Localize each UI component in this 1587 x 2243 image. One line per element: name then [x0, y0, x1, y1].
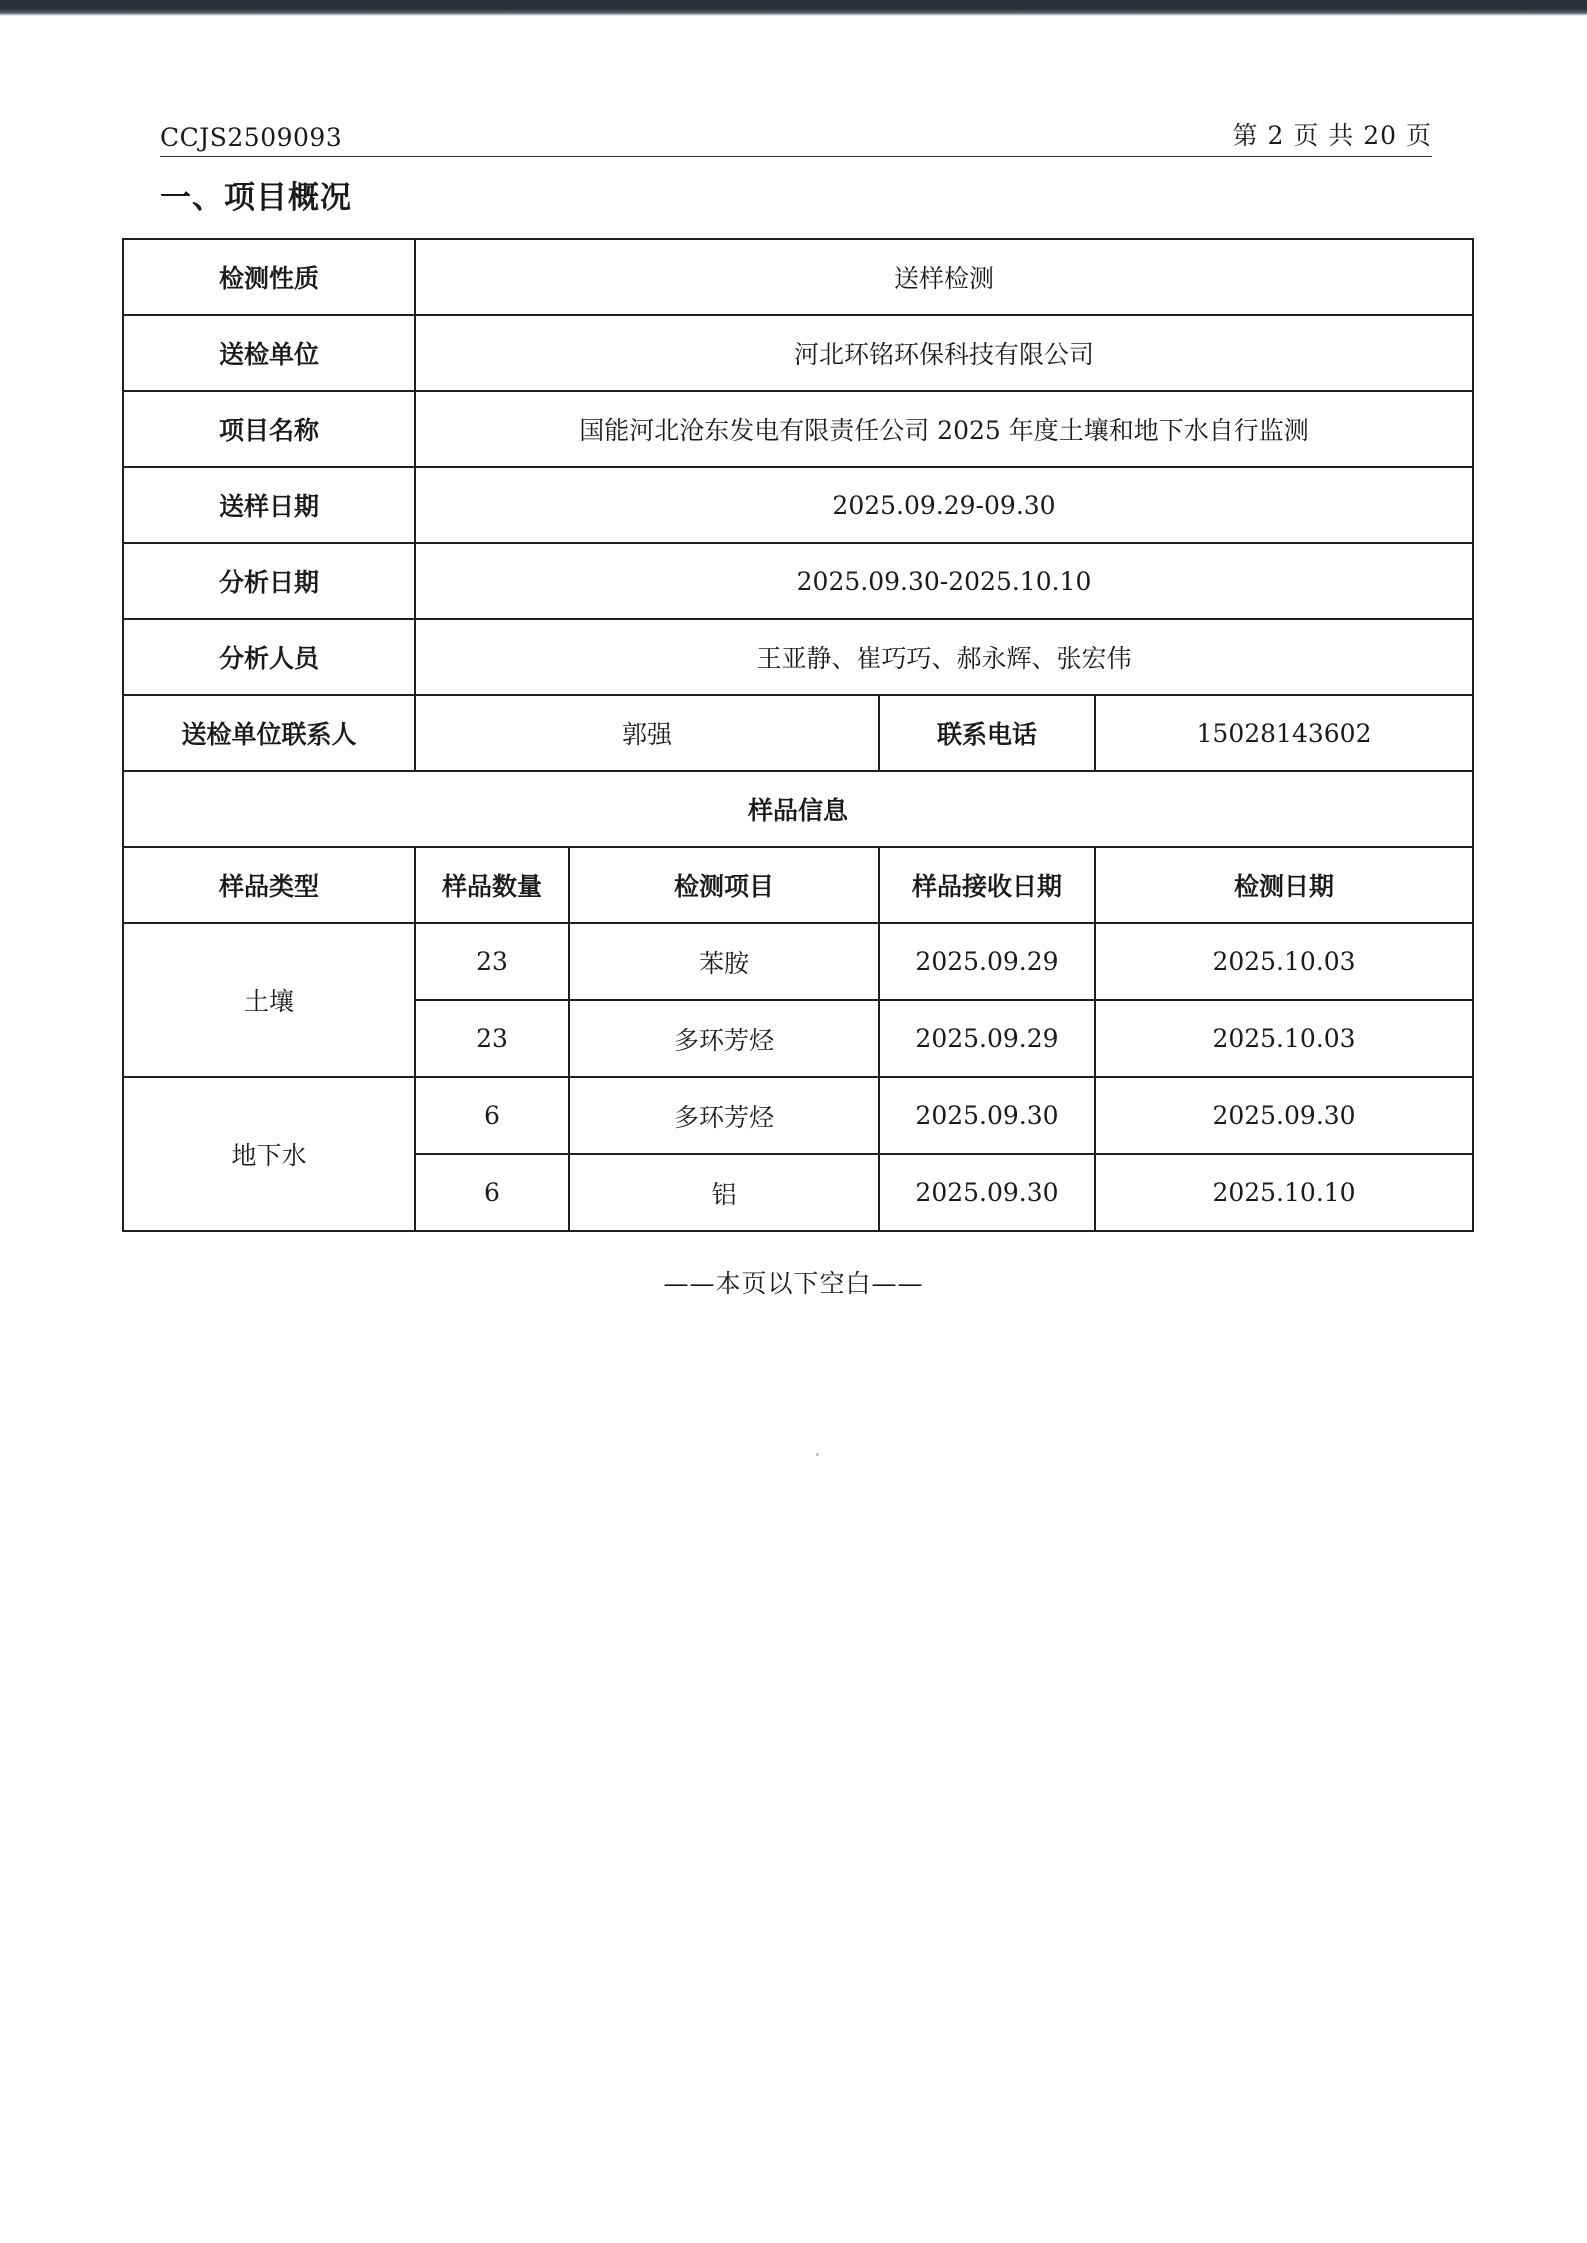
row-nature: [123, 239, 1473, 315]
row-analysts: [123, 619, 1473, 695]
label-delivery-date: 送样日期: [123, 467, 415, 543]
test-date: 2025.10.10: [1095, 1154, 1473, 1231]
value-project: 国能河北沧东发电有限责任公司 2025 年度土壤和地下水自行监测: [415, 391, 1473, 467]
test-date: 2025.10.03: [1095, 923, 1473, 1000]
scan-speck: [816, 1453, 819, 1456]
page-header: [160, 112, 1432, 157]
table-row: [123, 923, 1473, 1000]
column-header: 检测日期: [1095, 847, 1473, 923]
sample-type: 土壤: [123, 923, 415, 1077]
test-item: 多环芳烃: [569, 1000, 879, 1077]
label-submitter: 送检单位: [123, 315, 415, 391]
value-nature: 送样检测: [415, 239, 1473, 315]
column-header: 样品类型: [123, 847, 415, 923]
sample-info-title: 样品信息: [123, 771, 1473, 847]
row-analysis-date: [123, 543, 1473, 619]
row-delivery-date: [123, 467, 1473, 543]
received-date: 2025.09.29: [879, 923, 1095, 1000]
blank-below-note: ——本页以下空白——: [663, 1269, 924, 1298]
test-item: 铝: [569, 1154, 879, 1231]
document-number: CCJS2509093: [160, 123, 343, 152]
row-sample-info-title: [123, 771, 1473, 847]
column-header: 样品接收日期: [879, 847, 1095, 923]
sample-count: 23: [415, 1000, 569, 1077]
row-project: [123, 391, 1473, 467]
page-number: 第 2 页 共 20 页: [1232, 121, 1432, 150]
scan-edge: [0, 0, 1587, 16]
row-contact: [123, 695, 1473, 771]
sample-type: 地下水: [123, 1077, 415, 1231]
received-date: 2025.09.30: [879, 1077, 1095, 1154]
value-analysts: 王亚静、崔巧巧、郝永辉、张宏伟: [415, 619, 1473, 695]
sample-count: 6: [415, 1077, 569, 1154]
value-phone: 15028143602: [1095, 695, 1473, 771]
table-row: [123, 1077, 1473, 1154]
sample-count: 6: [415, 1154, 569, 1231]
label-contact: 送检单位联系人: [123, 695, 415, 771]
value-delivery-date: 2025.09.29-09.30: [415, 467, 1473, 543]
column-header: 样品数量: [415, 847, 569, 923]
value-contact: 郭强: [415, 695, 879, 771]
project-overview-table: [122, 238, 1474, 1232]
label-nature: 检测性质: [123, 239, 415, 315]
sample-count: 23: [415, 923, 569, 1000]
test-item: 多环芳烃: [569, 1077, 879, 1154]
received-date: 2025.09.29: [879, 1000, 1095, 1077]
test-date: 2025.09.30: [1095, 1077, 1473, 1154]
received-date: 2025.09.30: [879, 1154, 1095, 1231]
label-analysis-date: 分析日期: [123, 543, 415, 619]
value-submitter: 河北环铭环保科技有限公司: [415, 315, 1473, 391]
section-title: 一、项目概况: [160, 180, 352, 216]
test-item: 苯胺: [569, 923, 879, 1000]
label-phone: 联系电话: [879, 695, 1095, 771]
label-analysts: 分析人员: [123, 619, 415, 695]
value-analysis-date: 2025.09.30-2025.10.10: [415, 543, 1473, 619]
row-submitter: [123, 315, 1473, 391]
row-sample-columns: [123, 847, 1473, 923]
test-date: 2025.10.03: [1095, 1000, 1473, 1077]
column-header: 检测项目: [569, 847, 879, 923]
label-project: 项目名称: [123, 391, 415, 467]
